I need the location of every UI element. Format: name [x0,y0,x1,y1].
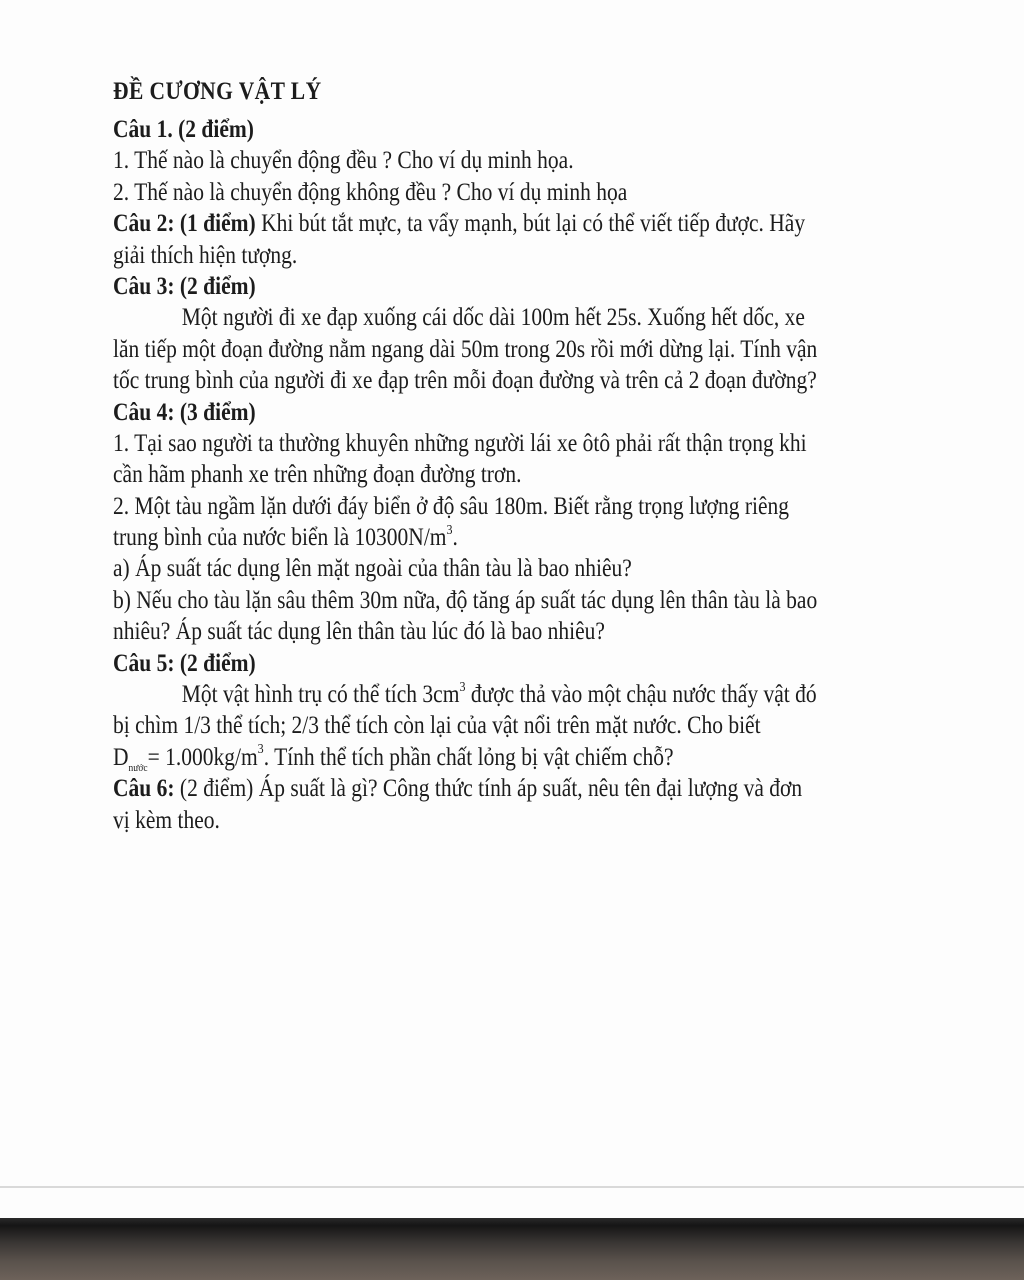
q5-line1-end: được thả vào một chậu nước thấy vật đó [465,681,817,709]
q3-heading: Câu 3: (2 điểm) [113,272,256,300]
q1-heading: Câu 1. (2 điểm) [113,116,254,143]
q4-line6: b) Nếu cho tàu lặn sâu thêm 30m nữa, độ tăng áp suất tác dụng lên thân tàu là bao [113,586,818,614]
q4-line4 [113,522,973,553]
q3-line1: Một người đi xe đạp xuống cái dốc dài 100m hết 25s. Xuống hết dốc, xe [181,304,805,332]
q6-text2: vị kèm theo. [113,806,220,834]
q5-line1-text: Một vật hình trụ có thể tích 3cm [181,681,460,709]
q4-line5: a) Áp suất tác dụng lên mặt ngoài của thân tàu là bao nhiêu? [113,555,632,583]
document-title: ĐỀ CƯƠNG VẬT LÝ [113,78,322,105]
document-body [113,76,973,836]
bottom-divider [0,1186,1024,1188]
q5-line1 [113,679,973,710]
q4-line7: nhiêu? Áp suất tác dụng lên thân tàu lúc đó là bao nhiêu? [113,618,605,646]
q5-line3-end: . Tính thể tích phần chất lỏng bị vật chiếm chỗ? [263,743,674,771]
q1-line1: 1. Thế nào là chuyển động đều ? Cho ví dụ minh họa. [113,147,574,175]
q3-line3: tốc trung bình của người đi xe đạp trên mỗi đoạn đường và trên cả 2 đoạn đường? [113,367,817,395]
q5-line3 [113,742,973,773]
q5-line2: bị chìm 1/3 thể tích; 2/3 thể tích còn lại của vật nổi trên mặt nước. Cho biết [113,712,761,740]
q4-line3: 2. Một tàu ngầm lặn dưới đáy biển ở độ sâu 180m. Biết rằng trọng lượng riêng [113,492,790,520]
q6-text1: (2 điểm) Áp suất là gì? Công thức tính áp suất, nêu tên đại lượng và đơn [174,775,803,803]
q4-line4-end: . [452,524,458,552]
q2-text2: giải thích hiện tượng. [113,241,298,269]
q6-heading: Câu 6: [113,775,175,803]
q5-line3-sup: 3 [257,742,264,758]
q4-line2: cần hãm phanh xe trên những đoạn đường trơn. [113,461,522,489]
q1-line2: 2. Thế nào là chuyển động không đều ? Cho ví dụ minh họa [113,178,628,206]
q5-line1-sup: 3 [459,679,466,695]
q4-heading: Câu 4: (3 điểm) [113,398,256,426]
q4-line4-sup: 3 [446,522,453,538]
q5-line3-d: D [113,743,129,771]
q2-heading: Câu 2: (1 điểm) [113,210,256,238]
q2-text1: Khi bút tắt mực, ta vẩy mạnh, bút lại có thể viết tiếp được. Hãy [255,210,806,238]
bottom-dark-band [0,1218,1024,1280]
q5-line3-mid: = 1.000kg/m [147,743,258,771]
q3-line2: lăn tiếp một đoạn đường nằm ngang dài 50m trong 20s rồi mới dừng lại. Tính vận [113,335,818,363]
q4-line4-text: trung bình của nước biển là 10300N/m [113,524,447,552]
q5-heading: Câu 5: (2 điểm) [113,649,256,677]
q5-line3-sub: nước [128,761,148,774]
q6-paragraph [113,773,973,804]
q2-paragraph [113,208,973,239]
q4-line1: 1. Tại sao người ta thường khuyên những người lái xe ôtô phải rất thận trọng khi [113,429,807,457]
